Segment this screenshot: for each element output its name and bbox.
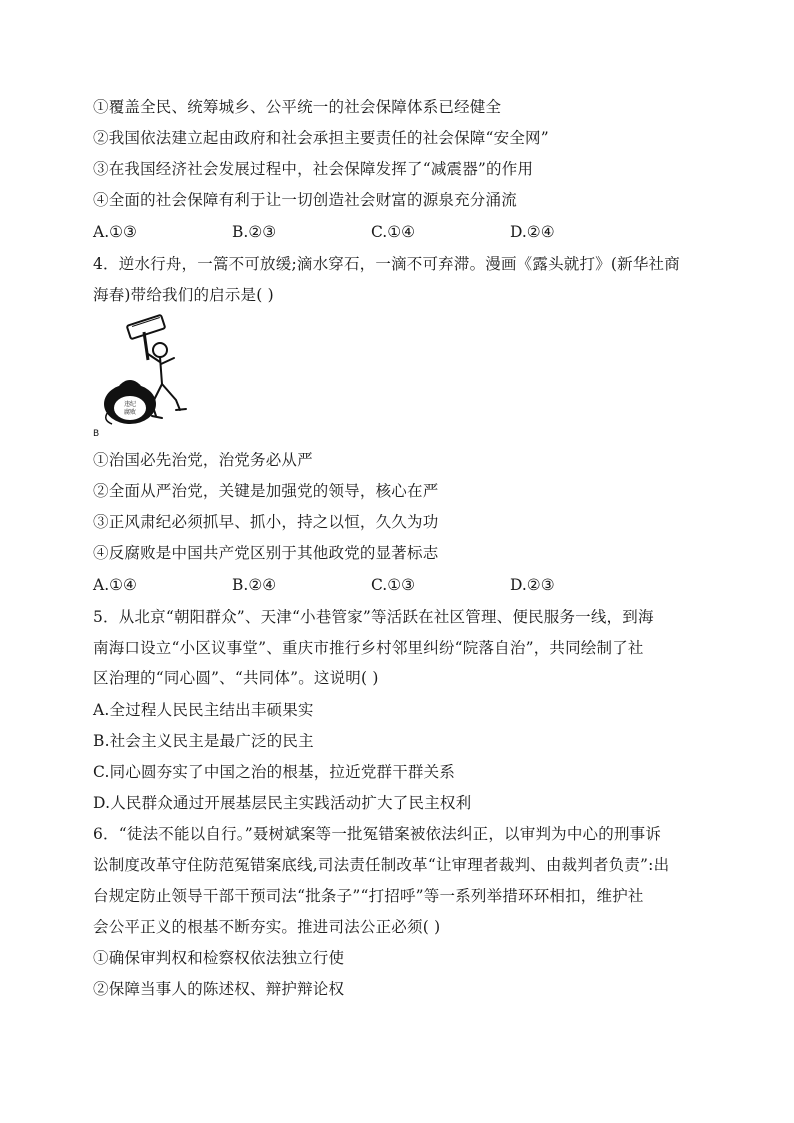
- q5-stem-line-2: 南海口设立“小区议事堂”、重庆市推行乡村邻里纠纷“院落自治”，共同绘制了社: [93, 639, 644, 657]
- q4-item-3: ③正风肃纪必须抓早、抓小，持之以恒，久久为功: [93, 513, 439, 531]
- q6-stem-line-1: 6．“徒法不能以自行。”聂树斌案等一批冤错案被依法纠正，以审判为中心的刑事诉: [93, 825, 662, 843]
- q5-option-a: A.全过程人民民主结出丰硕果实: [93, 701, 314, 719]
- q4-option-c: C.①③: [371, 576, 416, 594]
- q6-stem-line-4: 会公平正义的根基不断夯实。推进司法公正必须( ): [93, 918, 441, 936]
- q5-option-d: D.人民群众通过开展基层民主实践活动扩大了民主权利: [93, 794, 472, 812]
- q3-item-4: ④全面的社会保障有利于让一切创造社会财富的源泉充分涌流: [93, 191, 517, 209]
- bag-label-2: 腐败: [123, 409, 137, 416]
- q6-stem-line-2: 讼制度改革守住防范冤错案底线,司法责任制改革“让审理者裁判、由裁判者负责”:出: [93, 856, 670, 874]
- q4-item-4: ④反腐败是中国共产党区别于其他政党的显著标志: [93, 544, 439, 562]
- q4-option-b: B.②④: [232, 576, 277, 594]
- q5-option-c: C.同心圆夯实了中国之治的根基，拉近党群干群关系: [93, 763, 456, 781]
- bag-icon: [104, 381, 156, 424]
- q6-item-2: ②保障当事人的陈述权、辩护辩论权: [93, 980, 345, 998]
- q6-item-1: ①确保审判权和检察权依法独立行使: [93, 949, 345, 967]
- cartoon-corner-mark: B: [93, 429, 100, 439]
- q3-option-d: D.②④: [510, 223, 555, 241]
- q3-option-a: A.①③: [93, 223, 137, 241]
- q4-item-2: ②全面从严治党，关键是加强党的领导，核心在严: [93, 482, 439, 500]
- q4-option-d: D.②③: [510, 576, 555, 594]
- q3-item-2: ②我国依法建立起由政府和社会承担主要责任的社会保障“安全网”: [93, 129, 549, 147]
- bag-label-1: 违纪: [123, 401, 137, 408]
- cartoon-image: [90, 312, 198, 440]
- q3-option-b: B.②③: [232, 223, 277, 241]
- q3-item-1: ①覆盖全民、统筹城乡、公平统一的社会保障体系已经健全: [93, 98, 502, 116]
- q4-stem-line-1: 4．逆水行舟，一篙不可放缓;滴水穿石，一滴不可弃滞。漫画《露头就打》(新华社商: [93, 255, 680, 273]
- q5-stem-line-3: 区治理的“同心圆”、“共同体”。这说明( ): [93, 669, 379, 687]
- q6-stem-line-3: 台规定防止领导干部干预司法“批条子”“打招呼”等一系列举措环环相扣，维护社: [93, 887, 644, 905]
- q4-option-a: A.①④: [93, 576, 137, 594]
- q3-item-3: ③在我国经济社会发展过程中，社会保障发挥了“减震器”的作用: [93, 160, 534, 178]
- q5-stem-line-1: 5．从北京“朝阳群众”、天津“小巷管家”等活跃在社区管理、便民服务一线，到海: [93, 608, 654, 626]
- q5-option-b: B.社会主义民主是最广泛的民主: [93, 732, 314, 750]
- q3-option-c: C.①④: [371, 223, 416, 241]
- q4-item-1: ①治国必先治党，治党务必从严: [93, 451, 313, 469]
- q4-stem-line-2: 海春)带给我们的启示是( ): [93, 286, 274, 304]
